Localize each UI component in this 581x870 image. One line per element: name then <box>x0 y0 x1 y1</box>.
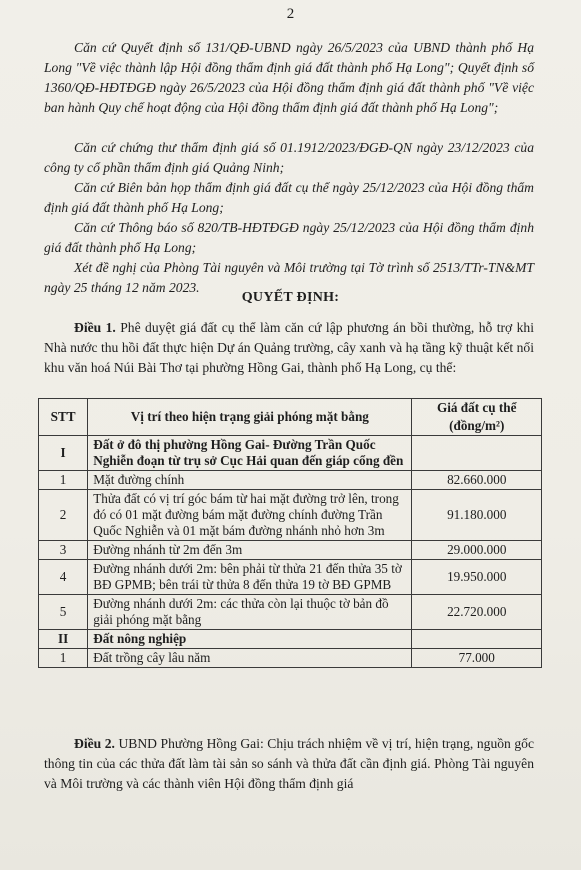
row-price <box>412 630 542 649</box>
row-price: 77.000 <box>412 649 542 668</box>
row-position: Đường nhánh từ 2m đến 3m <box>88 541 412 560</box>
row-position: Đất nông nghiệp <box>88 630 412 649</box>
table-row <box>39 471 542 490</box>
row-price: 91.180.000 <box>412 490 542 541</box>
header-stt: STT <box>39 399 88 436</box>
row-price: 29.000.000 <box>412 541 542 560</box>
table-row <box>39 436 542 471</box>
article-2-text: UBND Phường Hồng Gai: Chịu trách nhiệm về vị trí, hiện trạng, nguồn gốc thông tin của các thửa đất làm tài sản so sánh và thửa đất cần định giá. Phòng Tài nguyên và Môi trường và các thành viên Hội đồng thẩm định giá <box>44 736 535 791</box>
row-stt: 3 <box>39 541 88 560</box>
table-row <box>39 649 542 668</box>
row-position: Đất trồng cây lâu năm <box>88 649 412 668</box>
row-stt: 1 <box>39 471 88 490</box>
table-row <box>39 595 542 630</box>
article-1 <box>44 318 534 378</box>
row-position: Mặt đường chính <box>88 471 412 490</box>
row-stt: 1 <box>39 649 88 668</box>
row-position: Đường nhánh dưới 2m: các thửa còn lại thuộc tờ bản đồ giải phóng mặt bằng <box>88 595 412 630</box>
article-1-text: Phê duyệt giá đất cụ thể làm căn cứ lập phương án bồi thường, hỗ trợ khi Nhà nước thu hồi đất thực hiện Dự án Quảng trường, cây xanh và hạ tầng kỹ thuật kết nối khu văn hoá Núi Bài Thơ tại phường Hồng Gai, thành phố Hạ Long, cụ thể: <box>44 320 535 375</box>
table-body <box>39 436 542 668</box>
table-row <box>39 490 542 541</box>
header-price: Giá đất cụ thể <box>412 399 542 418</box>
preamble-paragraph-3: Căn cứ Biên bản họp thẩm định giá đất cụ thể ngày 25/12/2023 của Hội đồng thẩm định giá đất thành phố Hạ Long; <box>44 180 534 215</box>
decision-heading: QUYẾT ĐỊNH: <box>241 290 340 305</box>
row-stt: 2 <box>39 490 88 541</box>
article-2-label: Điều 2. <box>74 736 115 751</box>
row-price: 22.720.000 <box>412 595 542 630</box>
article-2 <box>44 734 534 794</box>
table-row <box>39 630 542 649</box>
row-stt: II <box>39 630 88 649</box>
table-row <box>39 541 542 560</box>
header-position: Vị trí theo hiện trạng giải phóng mặt bằng <box>88 399 412 436</box>
row-position: Thửa đất có vị trí góc bám từ hai mặt đường trở lên, trong đó có 01 mặt đường bám mặt đường chính đường Trần Quốc Nghiễn và 01 mặt bám đường nhánh nhỏ hơn 3m <box>88 490 412 541</box>
preamble-paragraph-1: Căn cứ Quyết định số 131/QĐ-UBND ngày 26/5/2023 của UBND thành phố Hạ Long "Về việc thành lập Hội đồng thẩm định giá đất thành phố Hạ Long"; Quyết định số 1360/QĐ-HĐTĐGĐ ngày 26/5/2023 của Hội đồng thẩm định giá đất thành phố "Về việc ban hành Quy chế hoạt động của Hội đồng thẩm định giá đất thành phố Hạ Long"; <box>44 40 534 115</box>
row-stt: I <box>39 436 88 471</box>
row-price <box>412 436 542 471</box>
row-stt: 5 <box>39 595 88 630</box>
row-price: 82.660.000 <box>412 471 542 490</box>
row-stt: 4 <box>39 560 88 595</box>
row-price: 19.950.000 <box>412 560 542 595</box>
row-position: Đất ở đô thị phường Hồng Gai- Đường Trần Quốc Nghiễn đoạn từ trụ sở Cục Hải quan đến giáp cổng đền <box>88 436 412 471</box>
preamble-paragraph-2: Căn cứ chứng thư thẩm định giá số 01.1912/2023/ĐGĐ-QN ngày 23/12/2023 của công ty cổ phần thẩm định giá Quảng Ninh; <box>44 140 534 175</box>
page-number: 2 <box>286 6 295 22</box>
header-unit: (đồng/m²) <box>412 417 542 436</box>
article-1-label: Điều 1. <box>74 320 116 335</box>
land-price-table <box>38 398 542 668</box>
table-row <box>39 560 542 595</box>
preamble-paragraph-5: Xét đề nghị của Phòng Tài nguyên và Môi trường tại Tờ trình số 2513/TTr-TN&MT ngày 25 tháng 12 năm 2023. <box>44 260 534 295</box>
row-position: Đường nhánh dưới 2m: bên phải từ thửa 21 đến thửa 35 tờ BĐ GPMB; bên trái từ thửa 8 đến thửa 19 tờ BĐ GPMB <box>88 560 412 595</box>
preamble-paragraph-4: Căn cứ Thông báo số 820/TB-HĐTĐGĐ ngày 25/12/2023 của Hội đồng thẩm định giá đất thành phố Hạ Long; <box>44 220 534 255</box>
